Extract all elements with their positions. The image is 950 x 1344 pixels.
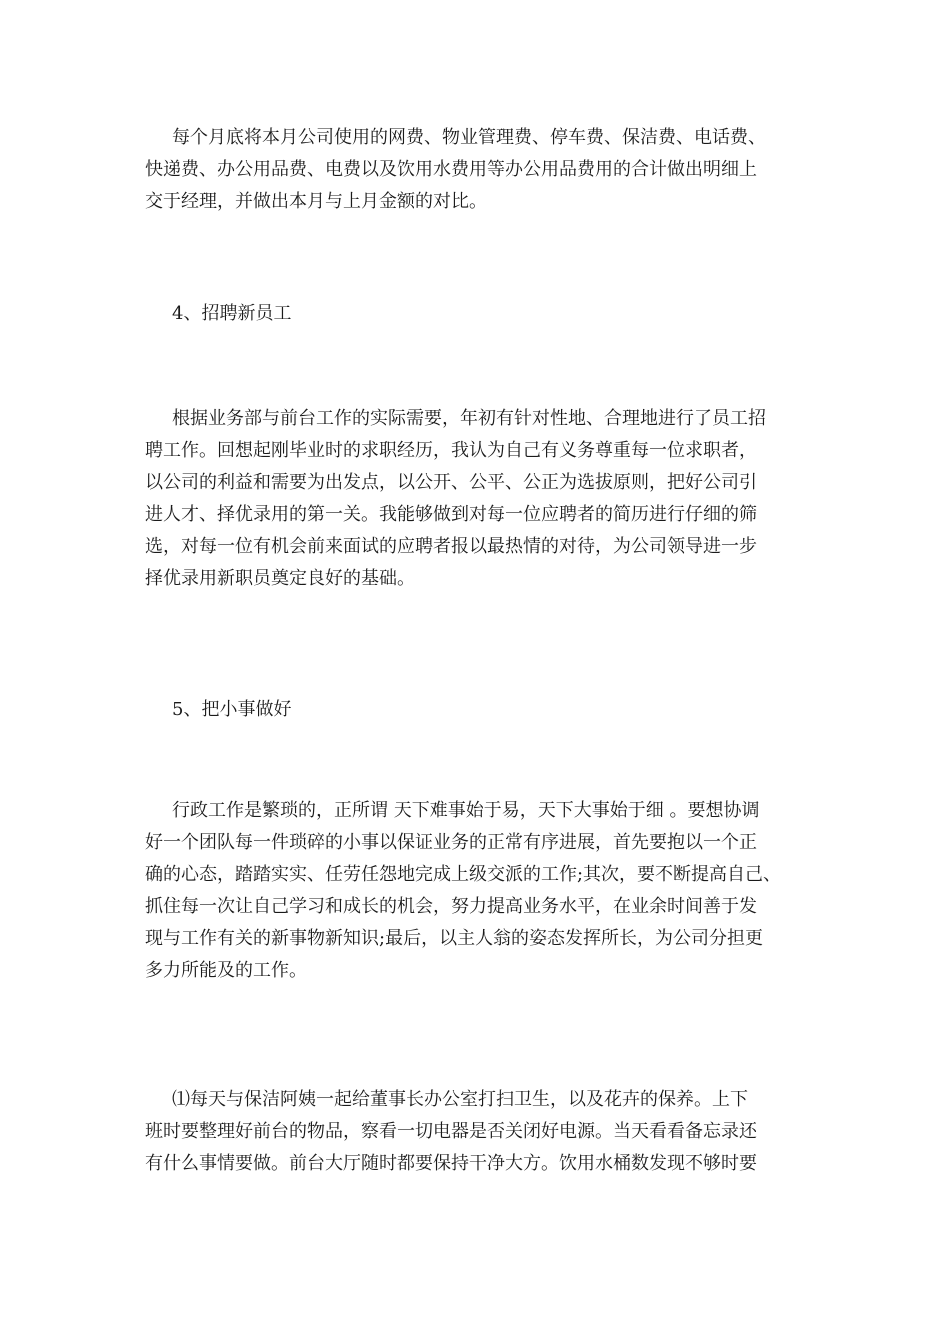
text-line: 现与工作有关的新事物新知识;最后，以主人翁的姿态发挥所长，为公司分担更 <box>145 928 764 949</box>
text-line: 班时要整理好前台的物品，察看一切电器是否关闭好电源。当天看看备忘录还 <box>145 1121 757 1142</box>
paragraph-office-expenses <box>145 122 825 218</box>
text-line: 好一个团队每一件琐碎的小事以保证业务的正常有序进展，首先要抱以一个正 <box>145 832 757 853</box>
paragraph-recruitment <box>145 403 825 595</box>
text-line: 根据业务部与前台工作的实际需要，年初有针对性地、合理地进行了员工招 <box>172 408 766 429</box>
section-heading-recruitment: 4、招聘新员工 <box>172 303 292 324</box>
text-line: 选，对每一位有机会前来面试的应聘者报以最热情的对待，为公司领导进一步 <box>145 536 757 557</box>
section-heading-small-things: 5、把小事做好 <box>172 699 292 720</box>
text-line: ⑴每天与保洁阿姨一起给董事长办公室打扫卫生，以及花卉的保养。上下 <box>172 1089 748 1110</box>
paragraph-small-things <box>145 795 825 987</box>
text-line: 快递费、办公用品费、电费以及饮用水费用等办公用品费用的合计做出明细上 <box>145 159 757 180</box>
text-line: 交于经理，并做出本月与上月金额的对比。 <box>145 191 487 212</box>
text-line: 多力所能及的工作。 <box>145 960 307 981</box>
paragraph-daily-tasks <box>145 1084 825 1180</box>
text-line: 行政工作是繁琐的，正所谓 天下难事始于易，天下大事始于细 。要想协调 <box>172 800 760 821</box>
text-line: 有什么事情要做。前台大厅随时都要保持干净大方。饮用水桶数发现不够时要 <box>145 1153 757 1174</box>
text-line: 每个月底将本月公司使用的网费、物业管理费、停车费、保洁费、电话费、 <box>172 127 766 148</box>
text-line: 确的心态，踏踏实实、任劳任怨地完成上级交派的工作;其次，要不断提高自己、 <box>145 864 782 885</box>
text-line: 以公司的利益和需要为出发点，以公开、公平、公正为选拔原则，把好公司引 <box>145 472 757 493</box>
text-line: 进人才、择优录用的第一关。我能够做到对每一位应聘者的简历进行仔细的筛 <box>145 504 757 525</box>
text-line: 择优录用新职员奠定良好的基础。 <box>145 568 415 589</box>
text-line: 聘工作。回想起刚毕业时的求职经历，我认为自己有义务尊重每一位求职者， <box>145 440 757 461</box>
text-line: 抓住每一次让自己学习和成长的机会，努力提高业务水平，在业余时间善于发 <box>145 896 757 917</box>
